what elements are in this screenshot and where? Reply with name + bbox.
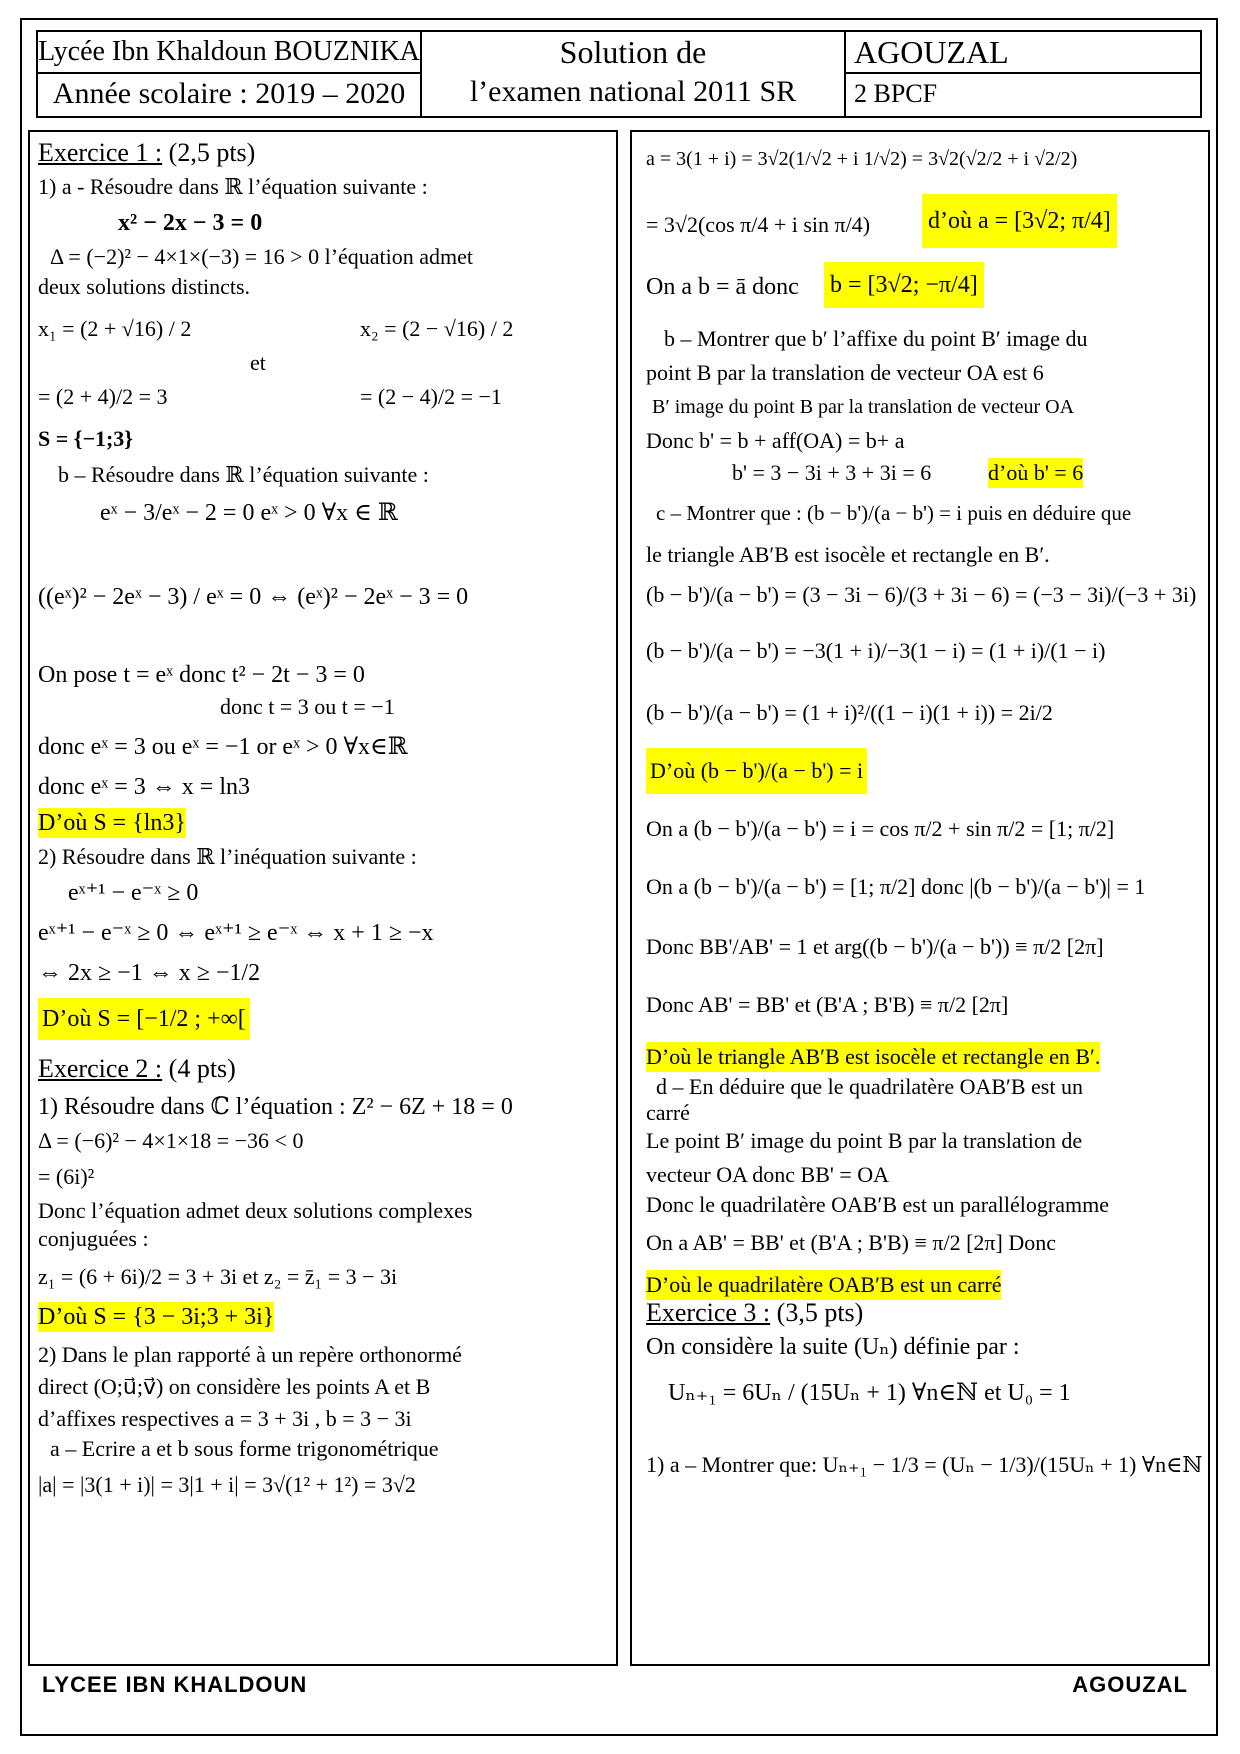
c7: Donc BB'/AB' = 1 et arg((b − b')/(a − b')) ≡ π/2 [2π] bbox=[646, 934, 1104, 959]
c3: (b − b')/(a − b') = (1 + i)²/((1 − i)(1 + i)) = 2i/2 bbox=[646, 700, 1053, 725]
solution-set-1: S = {−1;3} bbox=[38, 426, 133, 451]
ineq2: eˣ⁺¹ − e⁻ˣ ≥ 0 ⇔ eˣ⁺¹ ≥ e⁻ˣ ⇔ x + 1 ≥ −x bbox=[38, 920, 434, 946]
r3b: b = [3√2; −π/4] bbox=[824, 262, 984, 308]
footer-school: LYCEE IBN KHALDOUN bbox=[42, 1672, 308, 1697]
left-column bbox=[28, 130, 618, 1666]
c5: On a (b − b')/(a − b') = i = cos π/2 + sin π/2 = [1; π/2] bbox=[646, 816, 1115, 841]
ex1-heading bbox=[38, 138, 255, 168]
q22c-text: d’affixes respectives a = 3 + 3i , b = 3 − 3i bbox=[38, 1406, 412, 1431]
sol2b: conjuguées : bbox=[38, 1226, 149, 1251]
e3c: 1) a – Montrer que: Uₙ₊₁ − 1/3 = (Uₙ − 1/3)/(15Uₙ + 1) ∀n∈ℕ bbox=[646, 1452, 1203, 1477]
d2: vecteur OA donc BB' = OA bbox=[646, 1162, 890, 1187]
c4: D’où (b − b')/(a − b') = i bbox=[646, 748, 867, 794]
c9: D’où le triangle AB′B est isocèle et rectangle en B′. bbox=[646, 1042, 1100, 1072]
solution-set-4: D’où S = {3 − 3i;3 + 3i} bbox=[38, 1304, 275, 1330]
donc1: donc eˣ = 3 ou eˣ = −1 or eˣ > 0 ∀x∈ℝ bbox=[38, 734, 408, 760]
ex1-title: Exercice 1 : bbox=[38, 138, 163, 167]
teacher-name: AGOUZAL bbox=[844, 32, 1200, 74]
qb2: point B par la translation de vecteur OA est 6 bbox=[646, 360, 1044, 385]
eq1: x² − 2x − 3 = 0 bbox=[118, 210, 263, 236]
d3: Donc le quadrilatère OAB′B est un parallélogramme bbox=[646, 1192, 1109, 1217]
eq2: eˣ − 3/eˣ − 2 = 0 eˣ > 0 ∀x ∈ ℝ bbox=[100, 500, 398, 526]
c6: On a (b − b')/(a − b') = [1; π/2] donc |(b − b')/(a − b')| = 1 bbox=[646, 874, 1146, 899]
ex3-points: (3,5 pts) bbox=[776, 1298, 864, 1327]
d1: Le point B′ image du point B par la translation de bbox=[646, 1128, 1083, 1153]
qd1: d – En déduire que le quadrilatère OAB′B est un bbox=[656, 1074, 1083, 1099]
d4: On a AB' = BB' et (B'A ; B'B) ≡ π/2 [2π] Donc bbox=[646, 1230, 1056, 1255]
ineq3: ⇔ 2x ≥ −1 ⇔ x ≥ −1/2 bbox=[38, 960, 261, 986]
delta1b: deux solutions distincts. bbox=[38, 274, 251, 299]
x1a: x₁ = (2 + √16) / 2 bbox=[38, 316, 192, 341]
q22b-text: direct (O;u⃗;v⃗) on considère les points A et B bbox=[38, 1374, 431, 1399]
e3a: On considère la suite (Uₙ) définie par : bbox=[646, 1334, 1020, 1360]
qc2: le triangle AB′B est isocèle et rectangle en B′. bbox=[646, 542, 1050, 567]
c1: (b − b')/(a − b') = (3 − 3i − 6)/(3 + 3i − 6) = (−3 − 3i)/(−3 + 3i) bbox=[646, 582, 1197, 607]
ex3-heading bbox=[646, 1298, 863, 1328]
r2: = 3√2(cos π/4 + i sin π/4) bbox=[646, 212, 871, 237]
school-name: Lycée Ibn Khaldoun BOUZNIKA bbox=[38, 32, 422, 74]
qc1: c – Montrer que : (b − b')/(a − b') = i puis en déduire que bbox=[656, 501, 1132, 525]
ex2-points: (4 pts) bbox=[168, 1054, 236, 1083]
q2-text: 2) Résoudre dans ℝ l’inéquation suivante : bbox=[38, 844, 417, 869]
qb5: b' = 3 − 3i + 3 + 3i = 6 bbox=[732, 460, 932, 485]
class-name: 2 BPCF bbox=[844, 74, 1200, 116]
x2b: = (2 − 4)/2 = −1 bbox=[360, 384, 502, 409]
d5: D’où le quadrilatère OAB′B est un carré bbox=[646, 1270, 1001, 1300]
qd2: carré bbox=[646, 1100, 690, 1125]
qb5b: d’où b' = 6 bbox=[988, 458, 1083, 488]
header-box bbox=[36, 30, 1202, 118]
modulus: |a| = |3(1 + i)| = 3|1 + i| = 3√(1² + 1²) = 3√2 bbox=[38, 1472, 416, 1497]
ex2-title: Exercice 2 : bbox=[38, 1054, 163, 1083]
z1z2: z₁ = (6 + 6i)/2 = 3 + 3i et z₂ = z̄₁ = 3 − 3i bbox=[38, 1264, 398, 1289]
q21-text: 1) Résoudre dans ℂ l’équation : Z² − 6Z + 18 = 0 bbox=[38, 1094, 513, 1120]
ex2-heading bbox=[38, 1054, 236, 1084]
q22a-text: a – Ecrire a et b sous forme trigonométrique bbox=[50, 1436, 439, 1461]
c8: Donc AB' = BB' et (B'A ; B'B) ≡ π/2 [2π] bbox=[646, 992, 1009, 1017]
delta1: Δ = (−2)² − 4×1×(−3) = 16 > 0 l’équation admet bbox=[50, 244, 474, 269]
pose2: donc t = 3 ou t = −1 bbox=[220, 694, 395, 719]
school-year: Année scolaire : 2019 – 2020 bbox=[38, 74, 422, 116]
delta2: Δ = (−6)² − 4×1×18 = −36 < 0 bbox=[38, 1128, 304, 1153]
right-column bbox=[630, 130, 1210, 1666]
pose: On pose t = eˣ donc t² − 2t − 3 = 0 bbox=[38, 662, 365, 688]
doc-title-line1: Solution de bbox=[559, 34, 707, 70]
ex3-title: Exercice 3 : bbox=[646, 1298, 771, 1327]
q22-text: 2) Dans le plan rapporté à un repère orthonormé bbox=[38, 1342, 462, 1367]
qb3: B′ image du point B par la translation de vecteur OA bbox=[652, 396, 1075, 418]
r2b: d’où a = [3√2; π/4] bbox=[922, 194, 1117, 248]
r1: a = 3(1 + i) = 3√2(1/√2 + i 1/√2) = 3√2(√2/2 + i √2/2) bbox=[646, 148, 1078, 170]
eq2b: ((eˣ)² − 2eˣ − 3) / eˣ = 0 ⇔ (eˣ)² − 2eˣ − 3 = 0 bbox=[38, 584, 469, 610]
r3: On a b = ā donc bbox=[646, 274, 799, 300]
sol2: Donc l’équation admet deux solutions complexes bbox=[38, 1198, 473, 1223]
delta2b: = (6i)² bbox=[38, 1164, 95, 1189]
donc2: donc eˣ = 3 ⇔ x = ln3 bbox=[38, 774, 250, 800]
footer-teacher: AGOUZAL bbox=[1072, 1672, 1188, 1697]
x2a: x₂ = (2 − √16) / 2 bbox=[360, 316, 514, 341]
et-label: et bbox=[250, 350, 266, 375]
ineq: eˣ⁺¹ − e⁻ˣ ≥ 0 bbox=[68, 880, 199, 906]
qb4: Donc b' = b + aff(OA) = b+ a bbox=[646, 428, 905, 453]
qb1: b – Montrer que b′ l’affixe du point B′ image du bbox=[664, 326, 1088, 351]
q1b-text: b – Résoudre dans ℝ l’équation suivante : bbox=[58, 462, 429, 487]
ex1-points: (2,5 pts) bbox=[168, 138, 256, 167]
x1b: = (2 + 4)/2 = 3 bbox=[38, 384, 168, 409]
c2: (b − b')/(a − b') = −3(1 + i)/−3(1 − i) = (1 + i)/(1 − i) bbox=[646, 638, 1106, 663]
solution-set-2: D’où S = {ln3} bbox=[38, 810, 186, 836]
doc-title-line2: l’examen national 2011 SR bbox=[469, 75, 797, 108]
e3b: Uₙ₊₁ = 6Uₙ / (15Uₙ + 1) ∀n∈ℕ et U₀ = 1 bbox=[668, 1380, 1071, 1406]
solution-set-3: D’où S = [−1/2 ; +∞[ bbox=[38, 998, 250, 1040]
q1a-text: 1) a - Résoudre dans ℝ l’équation suivante : bbox=[38, 174, 428, 199]
